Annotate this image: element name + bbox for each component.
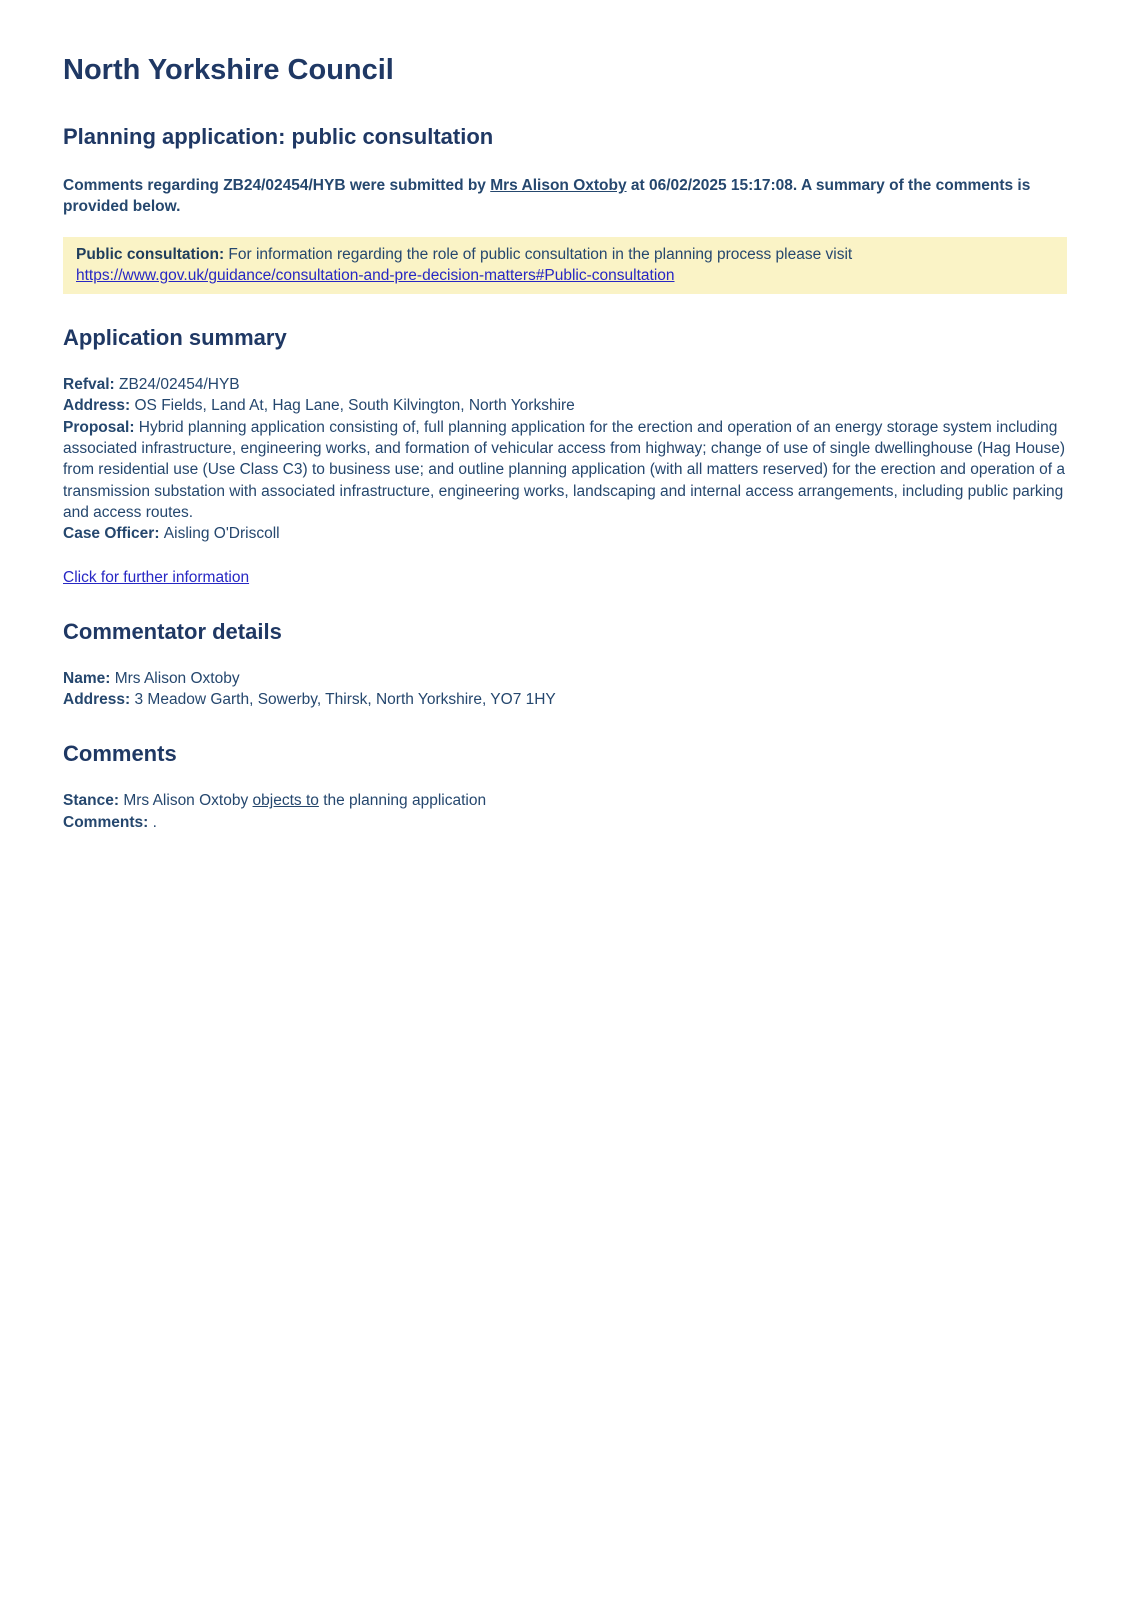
commentator-name-label: Name: — [63, 669, 115, 687]
comments-block — [63, 790, 1067, 833]
refval-value: ZB24/02454/HYB — [119, 376, 240, 394]
proposal-label: Proposal: — [63, 418, 139, 436]
case-officer-line — [63, 523, 1067, 544]
comments-value: . — [152, 813, 157, 831]
page-subtitle: Planning application: public consultation — [63, 124, 494, 149]
refval-label: Refval: — [63, 376, 119, 394]
notice-text: For information regarding the role of public consultation in the planning process please visit — [228, 245, 853, 263]
further-information-link[interactable]: Click for further information — [63, 568, 250, 586]
application-address-label: Address: — [63, 397, 135, 415]
stance-suffix: the planning application — [318, 792, 487, 810]
commentator-name-value: Mrs Alison Oxtoby — [114, 669, 240, 687]
application-address-line — [63, 395, 1067, 416]
commentator-details-block — [63, 668, 1067, 711]
public-consultation-notice — [63, 237, 1067, 295]
commentator-address-label: Address: — [63, 691, 135, 709]
proposal-line — [63, 417, 1067, 523]
section-heading-commentator-details: Commentator details — [63, 618, 282, 644]
comments-label: Comments: — [63, 813, 153, 831]
stance-line — [63, 790, 1067, 811]
stance-label: Stance: — [63, 792, 124, 810]
proposal-value: Hybrid planning application consisting of, full planning application for the erection and operation of an energy storage system including associated infrastructure, engineering works, and formation of vehicular access from highway; change of use of single dwellinghouse (Hag House) from residential use (Use Class C3) to business use; and outline planning application (with all matters reserved) for the erection and operation of a transmission substation with associated infrastructure, engineering works, landscaping and internal access arrangements, including public parking and access routes. — [63, 418, 1066, 521]
commentator-address-value: 3 Meadow Garth, Sowerby, Thirsk, North Yorkshire, YO7 1HY — [134, 691, 556, 709]
section-heading-comments: Comments — [63, 741, 177, 767]
application-summary-block — [63, 374, 1067, 544]
commentator-name-link[interactable]: Mrs Alison Oxtoby — [490, 177, 627, 194]
commentator-name-line — [63, 668, 1067, 689]
section-heading-application-summary: Application summary — [63, 325, 287, 351]
refval-line — [63, 374, 1067, 395]
notice-label: Public consultation: — [76, 245, 229, 263]
gov-uk-consultation-link[interactable]: https://www.gov.uk/guidance/consultation-and-pre-decision-matters#Public-consultation — [76, 266, 675, 284]
application-address-value: OS Fields, Land At, Hag Lane, South Kilvington, North Yorkshire — [134, 397, 575, 415]
submission-summary-suffix: at 06/02/2025 15:17:08. A summary of the comments is provided below. — [63, 177, 1031, 216]
comments-line — [63, 812, 1067, 833]
stance-objects-to: objects to — [252, 792, 319, 810]
submission-summary — [63, 175, 1067, 218]
submission-summary-prefix: Comments regarding ZB24/02454/HYB were submitted by — [63, 177, 491, 194]
commentator-address-line — [63, 689, 1067, 710]
case-officer-label: Case Officer: — [63, 525, 164, 543]
page-title: North Yorkshire Council — [63, 54, 394, 86]
case-officer-value: Aisling O'Driscoll — [163, 525, 280, 543]
stance-prefix: Mrs Alison Oxtoby — [123, 792, 253, 810]
